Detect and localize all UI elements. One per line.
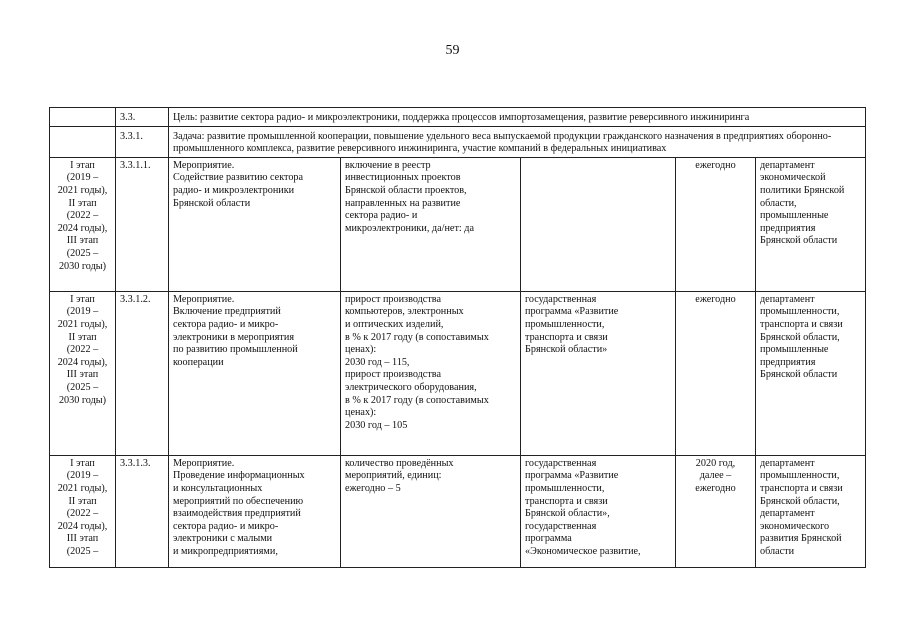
target-indicator-line: прирост производства: [345, 369, 441, 381]
measure-description: [169, 157, 341, 291]
stage-period-cell-line: II этап: [68, 197, 97, 209]
responsible-executor-line: промышленности,: [760, 306, 840, 318]
stage-period-cell-line: 2024 годы),: [57, 520, 108, 532]
measure-description-line: сектора радио- и микро-: [173, 318, 279, 330]
task-text: Задача: развитие промышленной кооперации, повышение удельного веса выпускаемой продукции гражданского назначения в предприятиях оборонно-промышленного комплекса, развитие реверсивного инжиниринга, участие компаний в федеральных инициативах: [169, 126, 866, 157]
stage-period-cell-line: 2021 годы),: [57, 184, 108, 196]
measure-description-line: электроники с малыми: [173, 533, 273, 545]
measure-description-line: взаимодействия предприятий: [173, 508, 301, 520]
target-indicator-line: в % к 2017 году (в сопоставимых: [345, 394, 489, 406]
responsible-executor: [756, 157, 866, 291]
target-indicator-line: микроэлектроники, да/нет: да: [345, 222, 474, 234]
target-indicator-line: направленных на развитие: [345, 197, 461, 209]
responsible-executor-line: политики Брянской: [760, 184, 845, 196]
table-row: [50, 455, 866, 567]
target-indicator-line: ценах):: [345, 344, 377, 356]
measure-code: 3.3.1.1.: [116, 157, 169, 291]
measure-description: [169, 455, 341, 567]
measure-description-line: Мероприятие.: [173, 293, 235, 305]
goal-text: Цель: развитие сектора радио- и микроэлектроники, поддержка процессов импортозамещения, развитие реверсивного инжиниринга: [169, 108, 866, 127]
responsible-executor-line: области: [760, 545, 795, 557]
measure-description-line: электроники в мероприятия: [173, 331, 295, 343]
measure-description-line: Содействие развитию сектора: [173, 172, 304, 184]
target-indicator-line: ценах):: [345, 407, 377, 419]
stage-period-cell-line: III этап: [66, 235, 99, 247]
target-indicator-line: мероприятий, единиц:: [345, 470, 442, 482]
stage-period-cell: [50, 157, 116, 291]
page-number: 59: [445, 43, 460, 58]
stage-period-cell-line: II этап: [68, 495, 97, 507]
responsible-executor-line: департамент: [760, 457, 815, 469]
responsible-executor-line: транспорта и связи: [760, 318, 843, 330]
implementation-period: [676, 157, 756, 291]
stage-period-cell: [50, 455, 116, 567]
stage-period-cell-line: 2021 годы),: [57, 318, 108, 330]
measure-description-line: кооперации: [173, 356, 224, 368]
stage-period-cell-line: III этап: [66, 369, 99, 381]
stage-period-cell: [50, 291, 116, 455]
state-program: [521, 157, 676, 291]
goal-stage-cell: [50, 108, 116, 127]
measure-description-line: Включение предприятий: [173, 306, 281, 318]
implementation-period-line: ежегодно: [695, 482, 736, 494]
responsible-executor-line: Брянской области,: [760, 331, 840, 343]
measure-description-line: и консультационных: [173, 482, 263, 494]
stage-period-cell-line: (2022 –: [66, 508, 99, 520]
target-indicator-line: компьютеров, электронных: [345, 306, 464, 318]
responsible-executor-line: Брянской области: [760, 235, 838, 247]
responsible-executor-line: предприятия: [760, 356, 816, 368]
measure-code: 3.3.1.3.: [116, 455, 169, 567]
stage-period-cell-line: (2022 –: [66, 344, 99, 356]
responsible-executor-line: экономического: [760, 520, 830, 532]
target-indicator-line: 2030 год – 105: [345, 419, 408, 431]
responsible-executor-line: промышленные: [760, 210, 829, 222]
task-code: 3.3.1.: [116, 126, 169, 157]
responsible-executor-line: экономической: [760, 172, 826, 184]
stage-period-cell-line: (2025 –: [66, 545, 99, 557]
stage-period-cell-line: 2030 годы): [58, 394, 107, 406]
stage-period-cell-line: II этап: [68, 331, 97, 343]
target-indicator-line: 2030 год – 115,: [345, 356, 410, 368]
implementation-period-line: далее –: [699, 470, 732, 482]
responsible-executor-line: предприятия: [760, 222, 816, 234]
target-indicator-line: в % к 2017 году (в сопоставимых: [345, 331, 489, 343]
implementation-period: [676, 455, 756, 567]
responsible-executor-line: департамент: [760, 293, 815, 305]
measures-table: [49, 107, 866, 568]
stage-period-cell-line: I этап: [70, 159, 95, 171]
state-program-line: программа: [525, 533, 572, 545]
stage-period-cell-line: (2025 –: [66, 381, 99, 393]
state-program-line: транспорта и связи: [525, 331, 608, 343]
goal-code: 3.3.: [116, 108, 169, 127]
table-row: [50, 157, 866, 291]
stage-period-cell-line: III этап: [66, 533, 99, 545]
target-indicator-line: прирост производства: [345, 293, 441, 305]
state-program-line: Брянской области»: [525, 344, 608, 356]
measure-description-line: по развитию промышленной: [173, 344, 298, 356]
measure-description-line: Проведение информационных: [173, 470, 305, 482]
state-program-line: программа «Развитие: [525, 470, 619, 482]
measure-description-line: и микропредприятиями,: [173, 545, 278, 557]
task-stage-cell: [50, 126, 116, 157]
measure-code: 3.3.1.2.: [116, 291, 169, 455]
stage-period-cell-line: (2019 –: [66, 470, 99, 482]
implementation-period-line: 2020 год,: [695, 457, 736, 469]
target-indicator: [341, 291, 521, 455]
target-indicator-line: инвестиционных проектов: [345, 172, 461, 184]
measure-description-line: радио- и микроэлектроники: [173, 184, 295, 196]
measure-description: [169, 291, 341, 455]
implementation-period-line: ежегодно: [695, 159, 736, 171]
responsible-executor-line: департамент: [760, 159, 815, 171]
stage-period-cell-line: (2022 –: [66, 210, 99, 222]
target-indicator-line: Брянской области проектов,: [345, 184, 467, 196]
stage-period-cell-line: (2019 –: [66, 306, 99, 318]
responsible-executor-line: развития Брянской: [760, 533, 842, 545]
state-program-line: программа «Развитие: [525, 306, 619, 318]
task-row: [50, 126, 866, 157]
target-indicator-line: и оптических изделий,: [345, 318, 444, 330]
responsible-executor-line: транспорта и связи: [760, 482, 843, 494]
target-indicator-line: количество проведённых: [345, 457, 454, 469]
responsible-executor-line: промышленности,: [760, 470, 840, 482]
state-program-line: Брянской области»,: [525, 508, 610, 520]
stage-period-cell-line: 2030 годы): [58, 260, 107, 272]
target-indicator: [341, 157, 521, 291]
responsible-executor-line: промышленные: [760, 344, 829, 356]
state-program-line: промышленности,: [525, 482, 605, 494]
stage-period-cell-line: I этап: [70, 457, 95, 469]
target-indicator: [341, 455, 521, 567]
target-indicator-line: включение в реестр: [345, 159, 431, 171]
stage-period-cell-line: 2024 годы),: [57, 356, 108, 368]
state-program-line: промышленности,: [525, 318, 605, 330]
responsible-executor: [756, 291, 866, 455]
state-program-line: государственная: [525, 457, 597, 469]
implementation-period-line: ежегодно: [695, 293, 736, 305]
table-row: [50, 291, 866, 455]
goal-row: [50, 108, 866, 127]
state-program-line: государственная: [525, 293, 597, 305]
stage-period-cell-line: I этап: [70, 293, 95, 305]
stage-period-cell-line: (2019 –: [66, 172, 99, 184]
stage-period-cell-line: (2025 –: [66, 247, 99, 259]
responsible-executor-line: департамент: [760, 508, 815, 520]
measure-description-line: Мероприятие.: [173, 159, 235, 171]
stage-period-cell-line: 2021 годы),: [57, 482, 108, 494]
responsible-executor-line: области,: [760, 197, 797, 209]
state-program: [521, 455, 676, 567]
responsible-executor: [756, 455, 866, 567]
state-program-line: транспорта и связи: [525, 495, 608, 507]
stage-period-cell-line: 2024 годы),: [57, 222, 108, 234]
measure-description-line: Брянской области: [173, 197, 251, 209]
implementation-period: [676, 291, 756, 455]
responsible-executor-line: Брянской области,: [760, 495, 840, 507]
target-indicator-line: ежегодно – 5: [345, 482, 401, 494]
state-program-line: государственная: [525, 520, 597, 532]
target-indicator-line: сектора радио- и: [345, 210, 418, 222]
state-program-line: «Экономическое развитие,: [525, 545, 641, 557]
measure-description-line: Мероприятие.: [173, 457, 235, 469]
measure-description-line: сектора радио- и микро-: [173, 520, 279, 532]
measure-description-line: мероприятий по обеспечению: [173, 495, 304, 507]
state-program: [521, 291, 676, 455]
responsible-executor-line: Брянской области: [760, 369, 838, 381]
target-indicator-line: электрического оборудования,: [345, 381, 477, 393]
